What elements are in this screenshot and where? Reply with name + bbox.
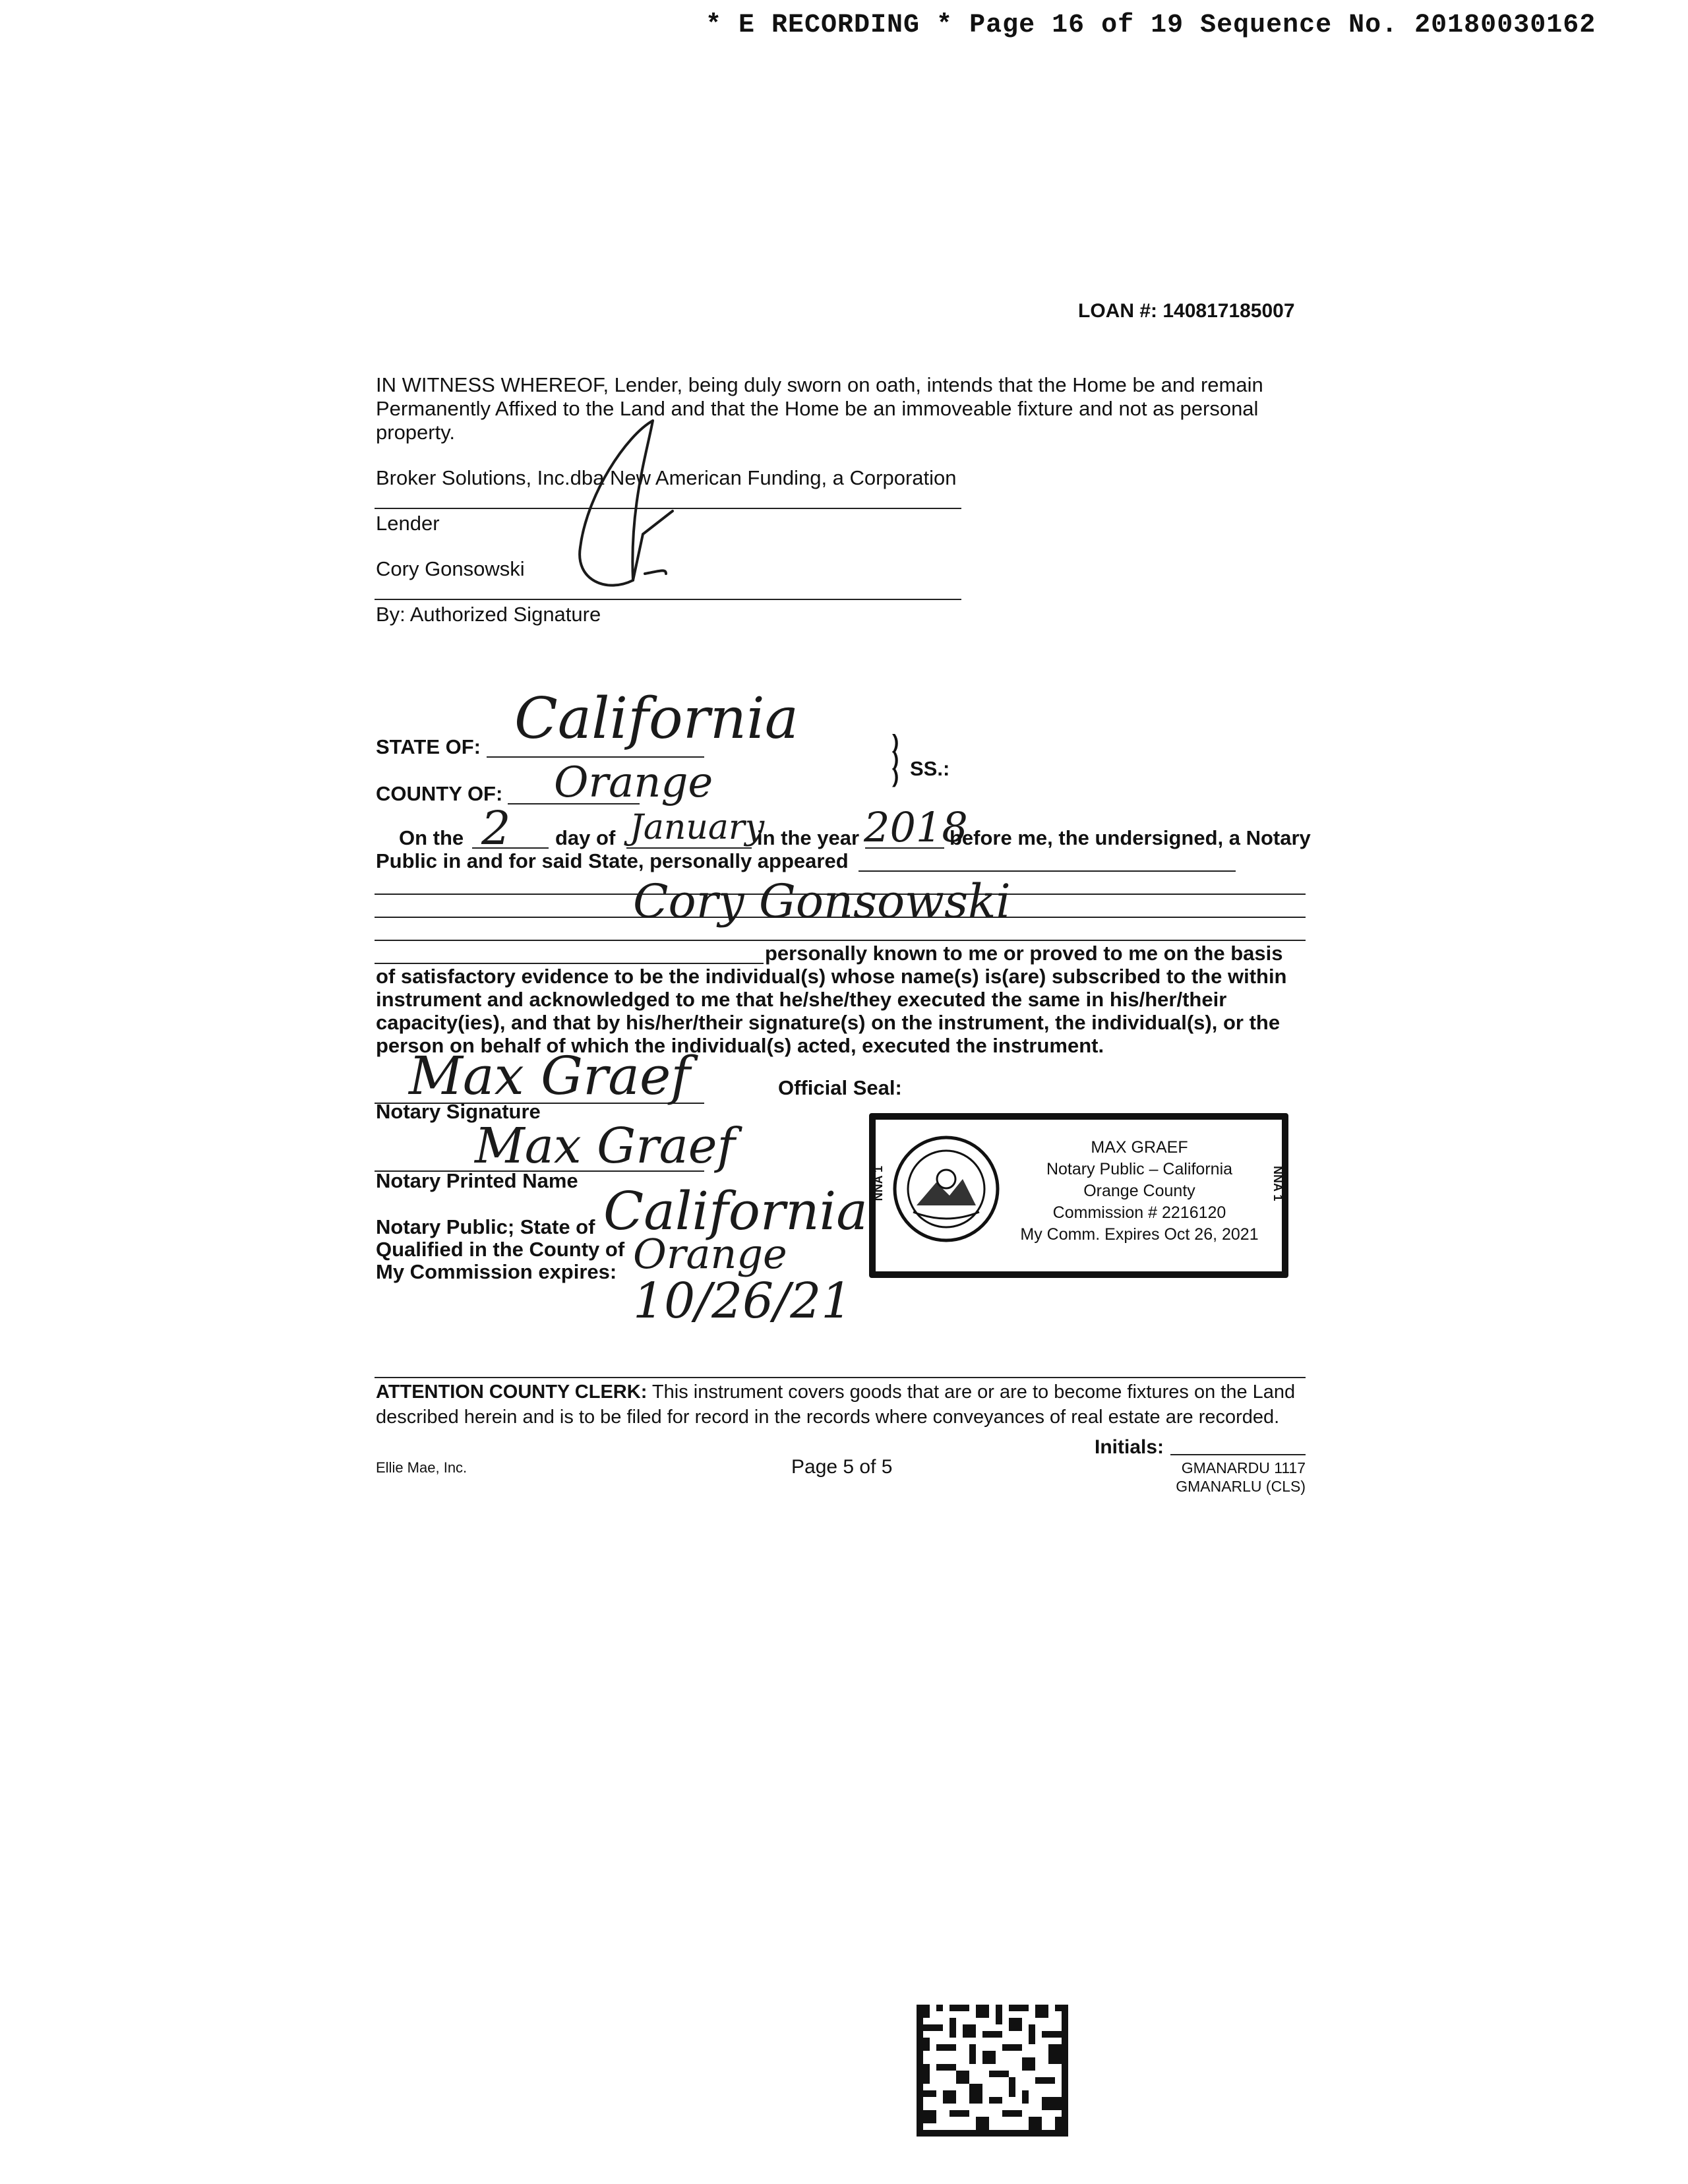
signer-name: Cory Gonsowski (376, 557, 525, 580)
appeared-line-1 (859, 870, 1236, 872)
footer-right (1147, 1459, 1306, 1496)
lender-company: Broker Solutions, Inc.dba New American Funding, a Corporation (376, 466, 957, 489)
state-line (487, 756, 704, 758)
signature-line (375, 599, 961, 600)
state-label: STATE OF: (376, 735, 481, 758)
attention-paragraph (376, 1380, 1319, 1430)
footer-right-1: GMANARDU 1117 (1181, 1459, 1306, 1476)
state-seal-icon (890, 1133, 1002, 1245)
initials-label: Initials: (1095, 1436, 1164, 1458)
seal-name: MAX GRAEF (1091, 1138, 1188, 1157)
state-handwritten: California (514, 686, 799, 752)
day-of-label: day of (555, 826, 616, 849)
attention-label: ATTENTION COUNTY CLERK: (376, 1381, 648, 1403)
seal-expires: My Comm. Expires Oct 26, 2021 (1020, 1225, 1259, 1244)
commission-expires-label: My Commission expires: (376, 1260, 617, 1283)
footer-left: Ellie Mae, Inc. (376, 1459, 467, 1476)
public-line-text: Public in and for said State, personally appeared (376, 849, 849, 872)
witness-line-1: IN WITNESS WHEREOF, Lender, being duly sworn on oath, intends that the Home be and remain (376, 373, 1263, 396)
seal-side-right: NNA 1 (1271, 1166, 1284, 1201)
county-qualified-handwritten: Orange (633, 1230, 787, 1278)
authorized-signature-label: By: Authorized Signature (376, 603, 601, 626)
county-qualified-label: Qualified in the County of (376, 1238, 625, 1261)
attention-divider (375, 1377, 1306, 1378)
commission-expires-handwritten: 10/26/21 (633, 1273, 853, 1329)
barcode-icon (917, 2005, 1068, 2137)
in-the-year-label: in the year (757, 826, 860, 849)
seal-commission: Commission # 2216120 (1052, 1203, 1226, 1222)
day-handwritten: 2 (481, 801, 511, 855)
month-line (626, 847, 752, 849)
body-line-3: instrument and acknowledged to me that he/she/they executed the same in his/her/their (376, 988, 1227, 1011)
official-seal-label: Official Seal: (778, 1076, 902, 1099)
body-line-1: personally known to me or proved to me on the basis (765, 942, 1283, 965)
attention-text-1: This instrument covers goods that are or are to become fixtures on the Land (651, 1381, 1296, 1403)
attention-text-2: described herein and is to be filed for record in the records where conveyances of real estate are recorded. (376, 1407, 1280, 1428)
witness-line-3: property. (376, 421, 456, 444)
state-of-label: Notary Public; State of (376, 1215, 595, 1238)
notary-signature-handwritten: Max Graef (409, 1045, 690, 1107)
state-of-handwritten: California (603, 1180, 868, 1242)
witness-paragraph (376, 373, 1312, 444)
year-handwritten: 2018 (864, 803, 968, 851)
seal-title: Notary Public – California (1046, 1160, 1233, 1178)
acknowledgment-paragraph (376, 942, 1312, 1057)
month-handwritten: January (630, 808, 765, 847)
initials-line (1170, 1454, 1306, 1455)
loan-number: LOAN #: 140817185007 (1078, 300, 1295, 322)
county-label: COUNTY OF: (376, 782, 503, 805)
seal-side-left: NNA 1 (872, 1166, 885, 1201)
printed-name-handwritten: Max Graef (475, 1118, 735, 1174)
ss-label: SS.: (910, 757, 950, 780)
appeared-name-handwritten: Cory Gonsowski (633, 874, 1011, 928)
before-me-text: before me, the undersigned, a Notary (950, 826, 1311, 849)
notary-signature-label: Notary Signature (376, 1100, 541, 1123)
body-line-2: of satisfactory evidence to be the individual(s) whose name(s) is(are) subscribed to the within (376, 965, 1287, 988)
appeared-line-4 (375, 940, 1306, 941)
lender-signature (567, 415, 699, 593)
printed-name-label: Notary Printed Name (376, 1169, 578, 1192)
lender-label: Lender (376, 512, 440, 535)
recording-header: * E RECORDING * Page 16 of 19 Sequence No. 20180030162 (706, 11, 1596, 40)
footer-page: Page 5 of 5 (791, 1456, 893, 1478)
seal-county: Orange County (1083, 1182, 1195, 1200)
witness-line-2: Permanently Affixed to the Land and that the Home be an immoveable fixture and not as personal (376, 397, 1259, 420)
county-handwritten: Orange (554, 758, 713, 807)
on-the-label: On the (399, 826, 464, 849)
footer-right-2: GMANARLU (CLS) (1176, 1478, 1306, 1495)
notary-seal-stamp (869, 1113, 1288, 1278)
ss-bracket: ) ) ) (892, 730, 899, 787)
seal-text-block (1014, 1137, 1265, 1246)
body-line-5: person on behalf of which the individual(s) acted, executed the instrument. (376, 1034, 1104, 1057)
body-line-4: capacity(ies), and that by his/her/their signature(s) on the instrument, the individual(s), or the (376, 1011, 1281, 1034)
